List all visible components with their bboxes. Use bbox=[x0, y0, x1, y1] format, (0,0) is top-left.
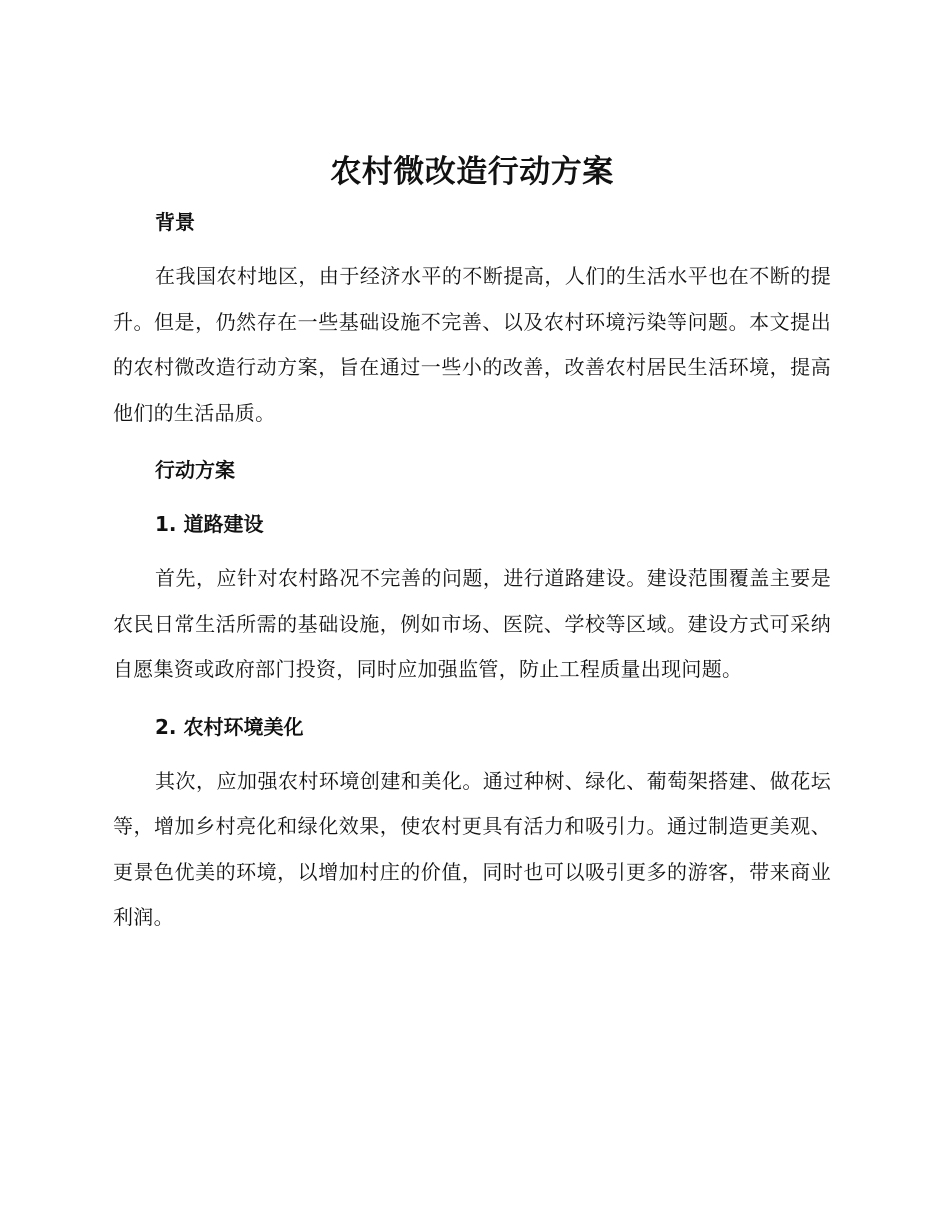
spacer bbox=[113, 244, 831, 254]
document-page bbox=[113, 150, 831, 941]
spacer bbox=[113, 492, 831, 502]
document-title: 农村微改造行动方案 bbox=[330, 154, 614, 190]
section-heading-road-construction: 1. 道路建设 bbox=[155, 512, 264, 536]
section-heading-action-plan: 行动方案 bbox=[155, 458, 235, 482]
section-heading-environment: 2. 农村环境美化 bbox=[155, 714, 304, 739]
spacer bbox=[113, 693, 831, 705]
spacer bbox=[113, 436, 831, 448]
section-heading-background: 背景 bbox=[155, 210, 195, 234]
spacer bbox=[113, 749, 831, 759]
paragraph-background: 在我国农村地区，由于经济水平的不断提高，人们的生活水平也在不断的提升。但是，仍然存在一些基础设施不完善、以及农村环境污染等问题。本文提出的农村微改造行动方案，旨在通过一些小的改善，改善农村居民生活环境，提高他们的生活品质。 bbox=[113, 264, 831, 425]
paragraph-road-construction: 首先，应针对农村路况不完善的问题，进行道路建设。建设范围覆盖主要是农民日常生活所需的基础设施，例如市场、医院、学校等区域。建设方式可采纳自愿集资或政府部门投资，同时应加强监管，防止工程质量出现问题。 bbox=[113, 566, 831, 681]
paragraph-environment: 其次，应加强农村环境创建和美化。通过种树、绿化、葡萄架搭建、做花坛等，增加乡村亮化和绿化效果，使农村更具有活力和吸引力。通过制造更美观、更景色优美的环境，以增加村庄的价值，同时也可以吸引更多的游客，带来商业利润。 bbox=[113, 768, 831, 929]
spacer bbox=[113, 546, 831, 556]
